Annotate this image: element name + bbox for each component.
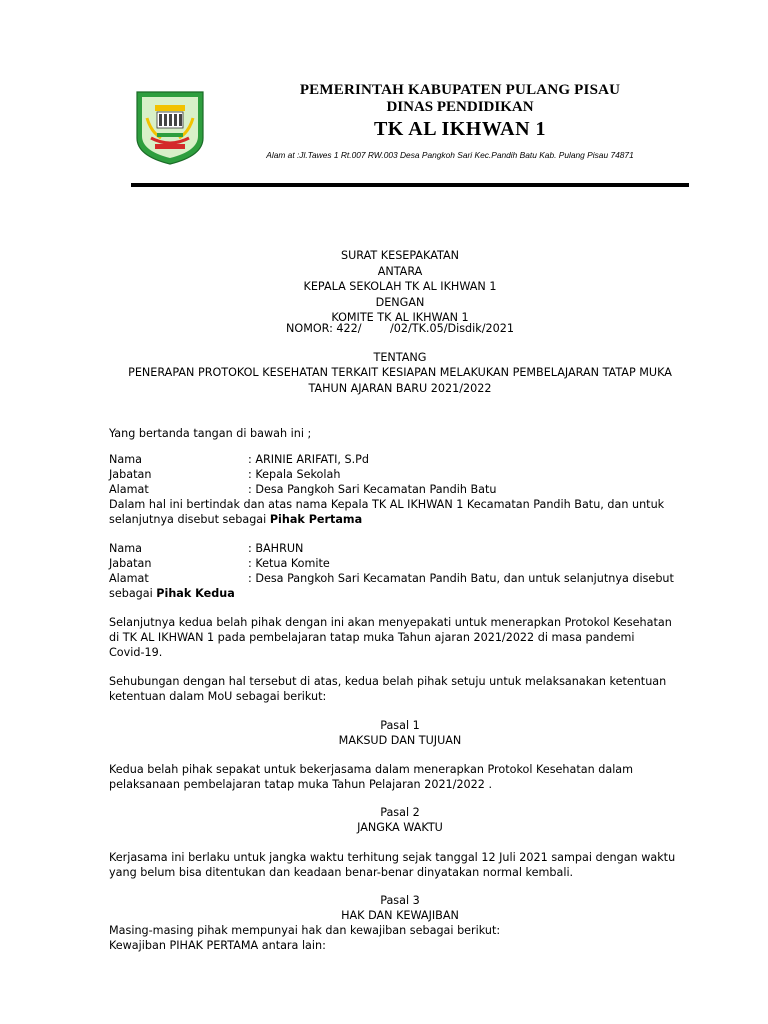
party1-designation: Pihak Pertama bbox=[269, 513, 363, 526]
party2-position: : Ketua Komite bbox=[248, 557, 330, 570]
para2-line1: Sehubungan dengan hal tersebut di atas, kedua belah pihak setuju untuk melaksanakan ketentuan bbox=[109, 675, 667, 688]
pasal3-title: HAK DAN KEWAJIBAN bbox=[341, 909, 459, 922]
pasal3-number: Pasal 3 bbox=[380, 894, 420, 907]
party2-position-label: Jabatan bbox=[109, 557, 152, 570]
doc-subject-line1: PENERAPAN PROTOKOL KESEHATAN TERKAIT KESIAPAN MELAKUKAN PEMBELAJARAN TATAP MUKA bbox=[128, 366, 672, 379]
school-name: TK AL IKHWAN 1 bbox=[373, 118, 547, 140]
party1-name: : ARINIE ARIFATI, S.Pd bbox=[248, 453, 370, 466]
school-emblem-logo bbox=[133, 88, 207, 166]
para2-line2: ketentuan dalam MoU sebagai berikut: bbox=[109, 690, 327, 703]
doc-title-antara: ANTARA bbox=[377, 265, 423, 278]
header-divider bbox=[131, 183, 689, 187]
pasal1-number: Pasal 1 bbox=[380, 719, 420, 732]
doc-title: SURAT KESEPAKATAN bbox=[341, 249, 459, 262]
party2-name: : BAHRUN bbox=[248, 542, 304, 555]
party1-desc-line1: Dalam hal ini bertindak dan atas nama Kepala TK AL IKHWAN 1 Kecamatan Pandih Batu, dan untuk bbox=[109, 498, 665, 511]
para1-line2: di TK AL IKHWAN 1 pada pembelajaran tatap muka Tahun ajaran 2021/2022 di masa pandemi bbox=[109, 631, 635, 644]
pasal1-body-line2: pelaksanaan pembelajaran tatap muka Tahun Pelajaran 2021/2022 . bbox=[109, 778, 493, 791]
pasal2-title: JANGKA WAKTU bbox=[357, 821, 443, 834]
pasal1-title: MAKSUD DAN TUJUAN bbox=[338, 734, 462, 747]
gov-header-line: PEMERINTAH KABUPATEN PULANG PISAU bbox=[299, 82, 621, 98]
pasal3-body-line1: Masing-masing pihak mempunyai hak dan kewajiban sebagai berikut: bbox=[109, 924, 501, 937]
party2-desc-line bbox=[109, 587, 235, 600]
doc-title-party1: KEPALA SEKOLAH TK AL IKHWAN 1 bbox=[303, 280, 497, 293]
party2-desc-text: sebagai bbox=[109, 587, 157, 600]
party2-designation: Pihak Kedua bbox=[156, 587, 235, 600]
party1-desc-text: selanjutnya disebut sebagai bbox=[109, 513, 270, 526]
pasal1-body-line1: Kedua belah pihak sepakat untuk bekerjasama dalam menerapkan Protokol Kesehatan dalam bbox=[109, 763, 634, 776]
party1-address-label: Alamat bbox=[109, 483, 149, 496]
party2-name-label: Nama bbox=[109, 542, 142, 555]
party1-position-label: Jabatan bbox=[109, 468, 152, 481]
intro-text: Yang bertanda tangan di bawah ini ; bbox=[109, 427, 312, 440]
doc-title-dengan: DENGAN bbox=[375, 296, 425, 309]
party1-address: : Desa Pangkoh Sari Kecamatan Pandih Batu bbox=[248, 483, 497, 496]
pasal2-body-line2: yang belum bisa ditentukan dan keadaan benar-benar dinyatakan normal kembali. bbox=[109, 866, 574, 879]
doc-subject-line2: TAHUN AJARAN BARU 2021/2022 bbox=[308, 382, 492, 395]
para1-line3: Covid-19. bbox=[109, 646, 163, 659]
pasal2-number: Pasal 2 bbox=[380, 806, 420, 819]
party2-address: : Desa Pangkoh Sari Kecamatan Pandih Batu, dan untuk selanjutnya disebut bbox=[248, 572, 674, 585]
party1-position: : Kepala Sekolah bbox=[248, 468, 341, 481]
para1-line1: Selanjutnya kedua belah pihak dengan ini akan menyepakati untuk menerapkan Protokol Kesehatan bbox=[109, 616, 672, 629]
party1-name-label: Nama bbox=[109, 453, 142, 466]
doc-tentang: TENTANG bbox=[373, 351, 427, 364]
pasal2-body-line1: Kerjasama ini berlaku untuk jangka waktu terhitung sejak tanggal 12 Juli 2021 sampai dengan waktu bbox=[109, 851, 676, 864]
party2-address-label: Alamat bbox=[109, 572, 149, 585]
school-address: Alam at :Jl.Tawes 1 Rt.007 RW.003 Desa Pangkoh Sari Kec.Pandih Batu Kab. Pulang Pisau 74871 bbox=[266, 150, 634, 160]
party1-desc-line2 bbox=[109, 513, 362, 526]
pasal3-body-line2: Kewajiban PIHAK PERTAMA antara lain: bbox=[109, 939, 326, 952]
doc-number: NOMOR: 422/ /02/TK.05/Disdik/2021 bbox=[286, 322, 514, 335]
dept-header-line: DINAS PENDIDIKAN bbox=[386, 99, 534, 115]
doc-title-party2: KOMITE TK AL IKHWAN 1 bbox=[331, 311, 469, 324]
